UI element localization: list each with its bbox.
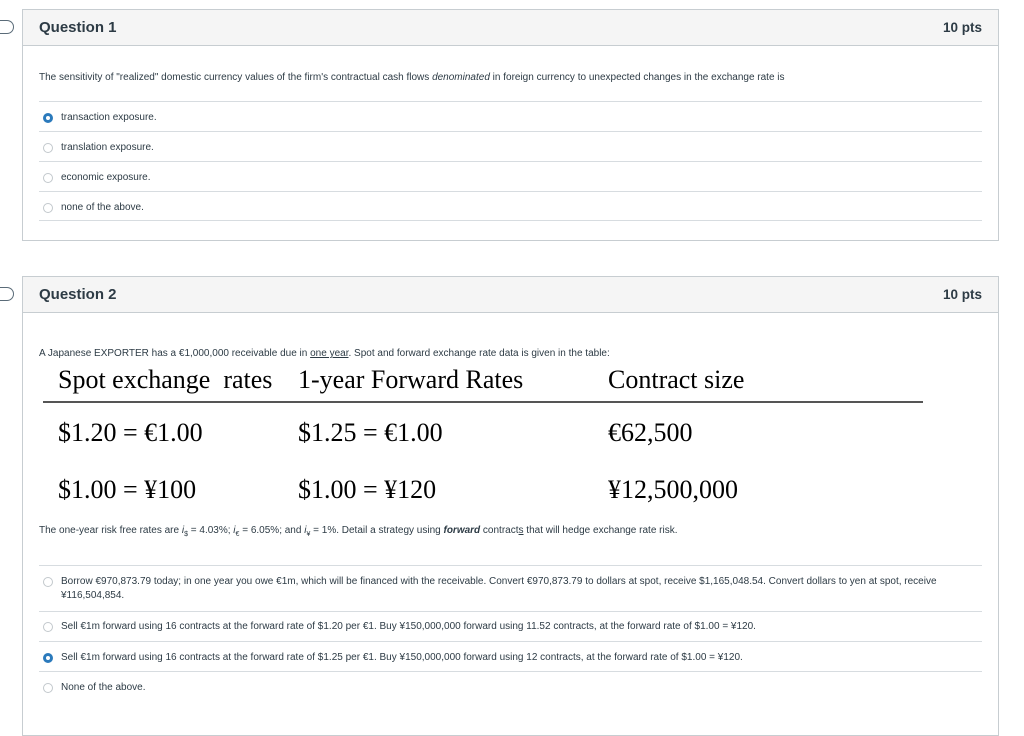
answer-label: Sell €1m forward using 16 contracts at the forward rate of $1.20 per €1. Buy ¥150,000,000 forward using 11.52 contracts, at the forward rate of $1.00 = ¥120. <box>61 621 756 632</box>
answer-label: None of the above. <box>61 682 146 693</box>
answer-list <box>39 101 982 221</box>
answer-option[interactable] <box>39 641 982 671</box>
answer-option[interactable] <box>39 161 982 191</box>
table-header-row <box>43 359 923 403</box>
answer-option[interactable] <box>39 101 982 131</box>
question-header <box>23 10 998 46</box>
flag-question-2-icon[interactable] <box>0 287 14 301</box>
table-row <box>43 461 923 519</box>
question-header <box>23 277 998 313</box>
answer-option[interactable] <box>39 565 982 611</box>
question-title: Question 2 <box>39 286 117 303</box>
flag-question-1-icon[interactable] <box>0 20 14 34</box>
table-header: Spot exchange rates <box>58 365 273 394</box>
table-header: Contract size <box>608 365 745 394</box>
table-cell: $1.00 = ¥120 <box>298 475 437 504</box>
radio-button[interactable] <box>43 173 53 183</box>
question-rates-text: The one-year risk free rates are $i_{\$} = 4.03\%$; $i_€ = 6.05\%$; and $i_¥ = 1\%$. Detail a strategy using forward contracts that will hedge exchange rate risk. <box>39 525 678 538</box>
radio-button[interactable] <box>43 622 53 632</box>
question-title: Question 1 <box>39 19 117 36</box>
table-cell: $1.20 = €1.00 <box>58 418 203 447</box>
table-cell: ¥12,500,000 <box>608 475 738 504</box>
radio-button[interactable] <box>43 203 53 213</box>
answer-option[interactable] <box>39 611 982 641</box>
question-intro: A Japanese EXPORTER has a €1,000,000 receivable due in one year. Spot and forward exchange rate data is given in the table: <box>39 348 610 359</box>
answer-label: Sell €1m forward using 16 contracts at the forward rate of $1.25 per €1. Buy ¥150,000,000 forward using 12 contracts, at the forward rate of $1.00 = ¥120. <box>61 652 743 663</box>
answer-label: translation exposure. <box>61 142 154 153</box>
radio-button[interactable] <box>43 143 53 153</box>
answer-option[interactable] <box>39 191 982 221</box>
question-2 <box>22 276 999 736</box>
table-cell: $1.00 = ¥100 <box>58 475 197 504</box>
radio-button[interactable] <box>43 683 53 693</box>
radio-button[interactable] <box>43 577 53 587</box>
answer-label: Borrow €970,873.79 today; in one year you owe €1m, which will be financed with the receivable. Convert €970,873.79 to dollars at spot, receive $1,165,048.54. Convert dollars to yen at spot, receive ¥116,504,854. <box>61 576 937 601</box>
question-points: 10 pts <box>942 287 982 302</box>
answer-list <box>39 565 982 701</box>
question-points: 10 pts <box>942 20 982 35</box>
answer-option[interactable] <box>39 131 982 161</box>
answer-label: transaction exposure. <box>61 112 157 123</box>
question-1 <box>22 9 999 241</box>
table-cell: €62,500 <box>608 418 693 447</box>
radio-button[interactable] <box>43 653 53 663</box>
answer-label: economic exposure. <box>61 172 151 183</box>
answer-label: none of the above. <box>61 202 144 213</box>
table-cell: $1.25 = €1.00 <box>298 418 443 447</box>
answer-option[interactable] <box>39 671 982 701</box>
radio-button[interactable] <box>43 113 53 123</box>
exchange-rate-table <box>43 359 923 519</box>
table-header: 1-year Forward Rates <box>298 365 524 394</box>
table-row <box>43 405 923 461</box>
question-text: The sensitivity of "realized" domestic currency values of the firm's contractual cash flows denominated in foreign currency to unexpected changes in the exchange rate is <box>39 72 785 83</box>
